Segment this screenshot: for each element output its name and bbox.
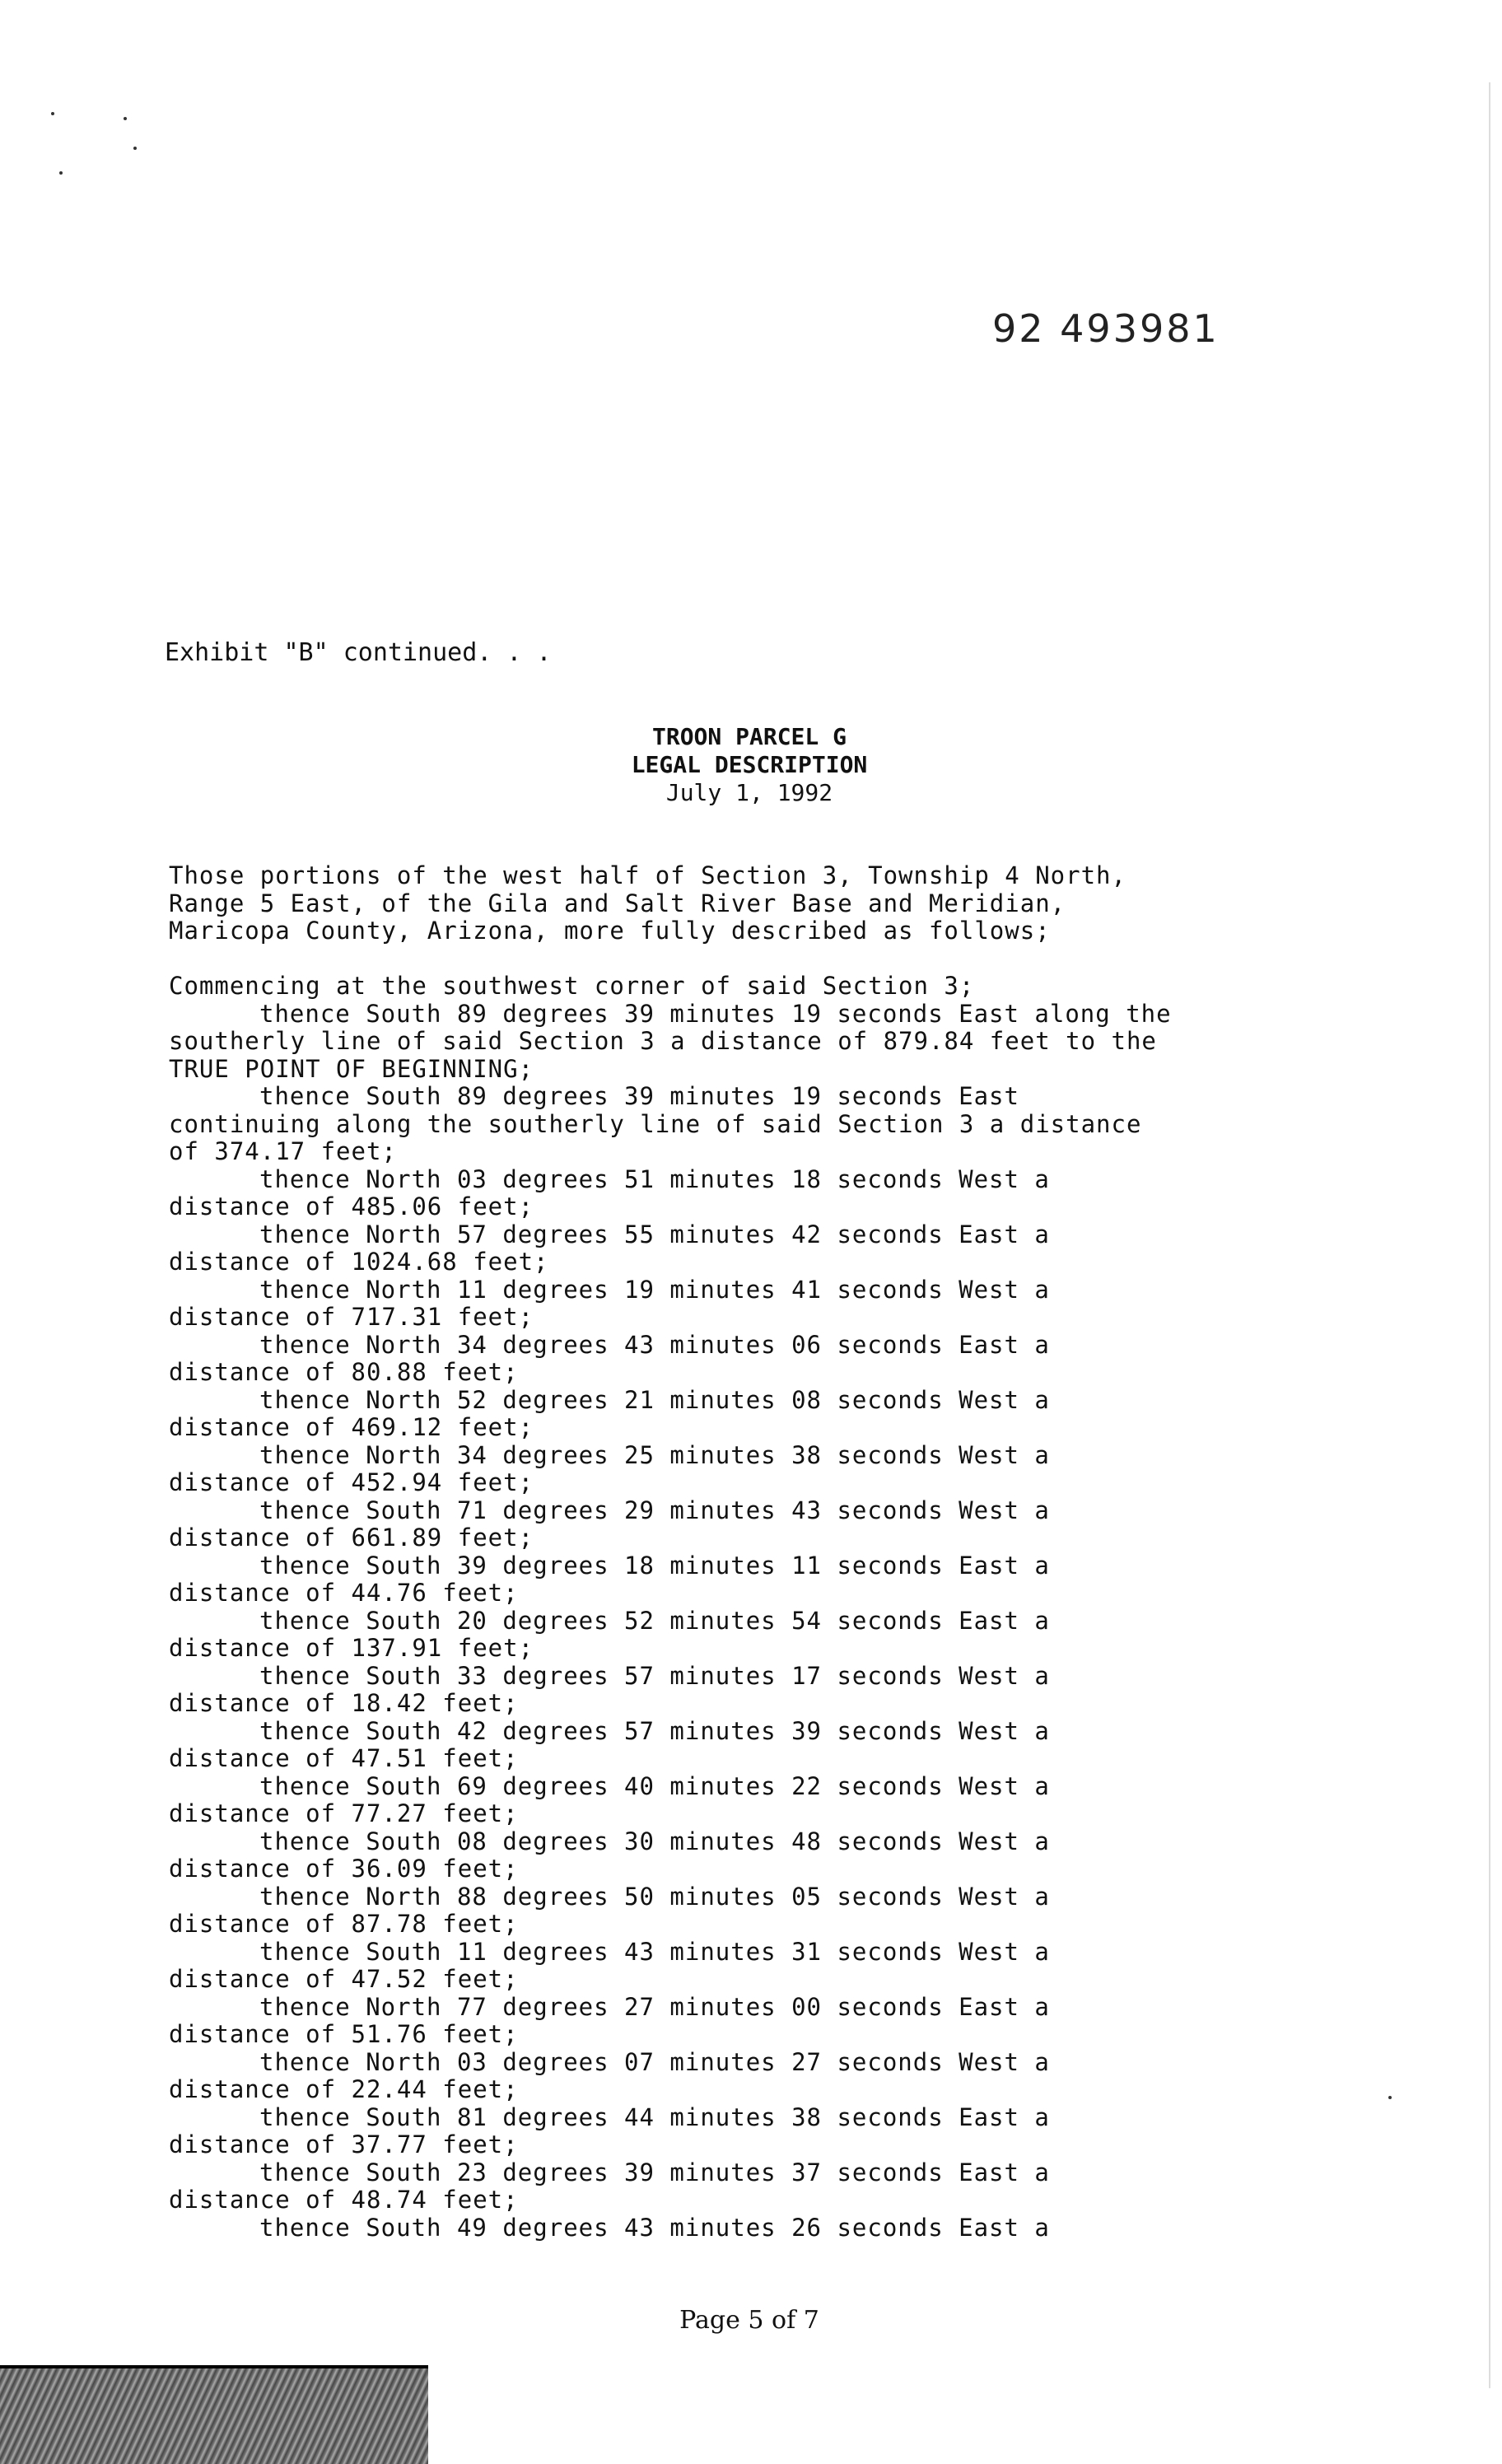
course-bearing: thence North 52 degrees 21 minutes 08 seconds West a xyxy=(259,1385,1050,1414)
course-bearing: thence South 20 degrees 52 minutes 54 seconds East a xyxy=(259,1606,1050,1635)
course-distance: distance of 18.42 feet; xyxy=(169,1689,519,1717)
course-bearing: thence North 03 degrees 07 minutes 27 seconds West a xyxy=(259,2047,1050,2076)
exhibit-label: Exhibit "B" continued. . . xyxy=(165,638,552,667)
course-distance: distance of 77.27 feet; xyxy=(169,1799,519,1827)
course-distance: distance of 37.77 feet; xyxy=(169,2130,519,2158)
document-heading xyxy=(576,723,922,807)
course-bearing: thence South 42 degrees 57 minutes 39 seconds West a xyxy=(259,1716,1050,1745)
course-bearing: thence South 11 degrees 43 minutes 31 seconds West a xyxy=(259,1937,1050,1966)
course-distance: distance of 469.12 feet; xyxy=(169,1413,534,1441)
commencing-line: continuing along the southerly line of said Section 3 a distance xyxy=(169,1109,1142,1138)
course-distance: distance of 48.74 feet; xyxy=(169,2186,519,2214)
course-distance: distance of 661.89 feet; xyxy=(169,1524,534,1552)
commencing-line: TRUE POINT OF BEGINNING; xyxy=(169,1054,534,1083)
scan-speck xyxy=(124,117,127,120)
course-distance: distance of 485.06 feet; xyxy=(169,1192,534,1220)
heading-subtitle: LEGAL DESCRIPTION xyxy=(631,751,868,778)
course-bearing: thence North 57 degrees 55 minutes 42 seconds East a xyxy=(259,1220,1050,1248)
course-distance: distance of 137.91 feet; xyxy=(169,1634,534,1662)
courses-block xyxy=(169,1166,1355,2214)
course-distance: distance of 80.88 feet; xyxy=(169,1358,519,1386)
scan-speck xyxy=(51,112,54,115)
course-bearing: thence North 11 degrees 19 minutes 41 seconds West a xyxy=(259,1275,1050,1304)
course-distance: distance of 47.51 feet; xyxy=(169,1744,519,1772)
commencing-line: southerly line of said Section 3 a distance of 879.84 feet to the xyxy=(169,1027,1157,1055)
course-bearing: thence South 71 degrees 29 minutes 43 seconds West a xyxy=(259,1496,1050,1524)
commencing-line: Commencing at the southwest corner of said Section 3; xyxy=(169,972,975,1000)
commencing-line: of 374.17 feet; xyxy=(169,1137,397,1165)
course-bearing: thence North 77 degrees 27 minutes 00 seconds East a xyxy=(259,1992,1050,2021)
page-number: Page 5 of 7 xyxy=(679,2306,819,2335)
course-bearing: thence North 88 degrees 50 minutes 05 seconds West a xyxy=(259,1882,1050,1911)
course-distance: distance of 36.09 feet; xyxy=(169,1855,519,1883)
course-distance: distance of 1024.68 feet; xyxy=(169,1248,549,1276)
course-distance: distance of 717.31 feet; xyxy=(169,1303,534,1331)
course-bearing: thence South 39 degrees 18 minutes 11 seconds East a xyxy=(259,1551,1050,1580)
heading-date: July 1, 1992 xyxy=(665,779,833,806)
legal-description-body xyxy=(169,862,1355,2242)
course-bearing: thence South 23 degrees 39 minutes 37 seconds East a xyxy=(259,2158,1050,2186)
heading-title: TROON PARCEL G xyxy=(651,723,847,750)
course-distance: distance of 452.94 feet; xyxy=(169,1468,534,1496)
course-distance: distance of 47.52 feet; xyxy=(169,1965,519,1993)
course-bearing: thence North 34 degrees 43 minutes 06 seconds East a xyxy=(259,1330,1050,1359)
course-distance: distance of 22.44 feet; xyxy=(169,2075,519,2103)
scan-speck xyxy=(59,171,63,175)
intro-line: Maricopa County, Arizona, more fully described as follows; xyxy=(169,917,1051,945)
course-bearing: thence South 81 degrees 44 minutes 38 seconds East a xyxy=(259,2102,1050,2131)
course-distance: distance of 51.76 feet; xyxy=(169,2020,519,2048)
scan-speck xyxy=(1388,2096,1392,2099)
document-number: 92 493981 xyxy=(992,306,1220,351)
course-distance: distance of 44.76 feet; xyxy=(169,1579,519,1607)
course-distance: distance of 87.78 feet; xyxy=(169,1910,519,1938)
scan-edge-line xyxy=(1489,82,1490,2388)
commencing-line: thence South 89 degrees 39 minutes 19 seconds East along the xyxy=(259,999,1172,1028)
course-bearing: thence South 08 degrees 30 minutes 48 seconds West a xyxy=(259,1827,1050,1855)
course-bearing: thence South 69 degrees 40 minutes 22 seconds West a xyxy=(259,1771,1050,1800)
intro-line: Those portions of the west half of Section 3, Township 4 North, xyxy=(169,861,1126,889)
intro-line: Range 5 East, of the Gila and Salt River Base and Meridian, xyxy=(169,889,1066,917)
final-course-line: thence South 49 degrees 43 minutes 26 seconds East a xyxy=(259,2213,1050,2242)
recorder-stamp xyxy=(0,2365,428,2464)
scan-speck xyxy=(133,147,137,150)
course-bearing: thence North 03 degrees 51 minutes 18 seconds West a xyxy=(259,1164,1050,1193)
course-bearing: thence North 34 degrees 25 minutes 38 seconds West a xyxy=(259,1440,1050,1469)
stamp-border xyxy=(0,2365,428,2368)
course-bearing: thence South 33 degrees 57 minutes 17 seconds West a xyxy=(259,1661,1050,1690)
commencing-block xyxy=(169,973,1355,1166)
commencing-line: thence South 89 degrees 39 minutes 19 seconds East xyxy=(259,1082,1019,1110)
